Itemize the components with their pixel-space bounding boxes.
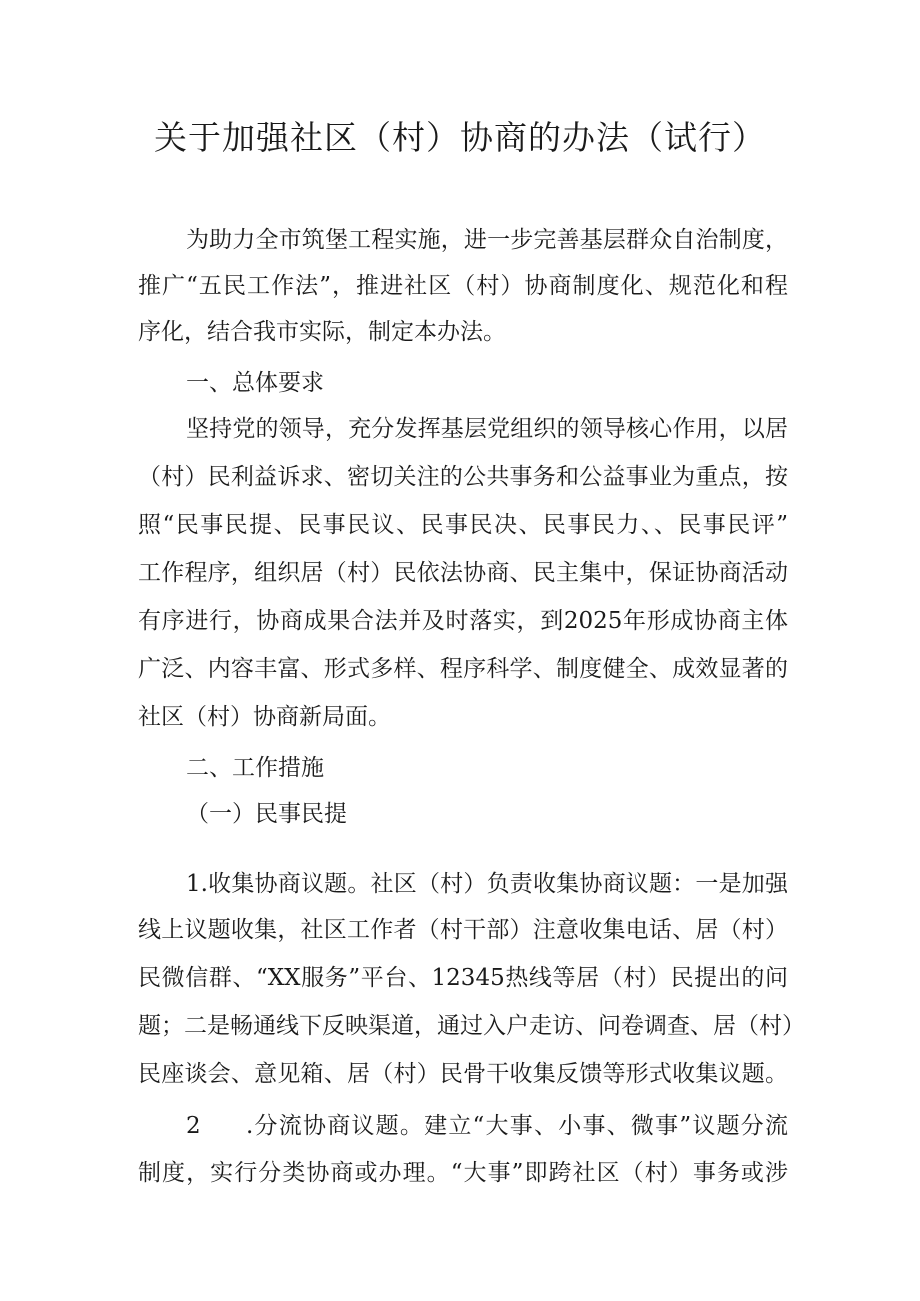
subsection-heading-residents-propose: （一）民事民提 [186,801,347,827]
section1-line-4: 工作程序，组织居（村）民依法协商、民主集中，保证协商活动 [138,560,788,586]
item1-line-2: 线上议题收集，社区工作者（村干部）注意收集电话、居（村） [138,917,788,943]
intro-line-1: 为助力全市筑堡工程实施，进一步完善基层群众自治制度， [186,227,788,253]
section1-line-6: 广泛、内容丰富、形式多样、程序科学、制度健全、成效显著的 [138,656,788,682]
intro-line-3: 序化，结合我市实际，制定本办法。 [138,319,506,345]
item1-line-4: 题；二是畅通线下反映渠道，通过入户走访、问卷调查、居（村） [138,1013,805,1039]
item2-line-2: 制度，实行分类协商或办理。“大事”即跨社区（村）事务或涉 [138,1160,788,1186]
item1-line-5: 民座谈会、意见箱、居（村）民骨干收集反馈等形式收集议题。 [138,1061,788,1087]
item1-line-1: 1.收集协商议题。社区（村）负责收集协商议题：一是加强 [186,871,788,897]
item1-line-3: 民微信群、“XX服务”平台、12345热线等居（村）民提出的问 [138,965,788,991]
section1-line-3: 照“民事民提、民事民议、民事民决、民事民力、、民事民评” [138,512,788,538]
item2-number: 2 [186,1113,201,1139]
section-heading-general-requirements: 一、总体要求 [186,370,324,396]
section1-line-1: 坚持党的领导，充分发挥基层党组织的领导核心作用，以居 [186,416,788,442]
intro-line-2: 推广“五民工作法”，推进社区（村）协商制度化、规范化和程 [138,273,788,299]
section1-line-5: 有序进行，协商成果合法并及时落实，到2025年形成协商主体 [138,608,788,634]
section-heading-work-measures: 二、工作措施 [186,755,324,781]
section1-line-7: 社区（村）协商新局面。 [138,704,391,730]
document-title: 关于加强社区（村）协商的办法（试行） [154,118,766,157]
section1-line-2: （村）民利益诉求、密切关注的公共事务和公益事业为重点，按 [138,464,788,490]
item2-line-1: .分流协商议题。建立“大事、小事、微事”议题分流 [246,1113,788,1139]
